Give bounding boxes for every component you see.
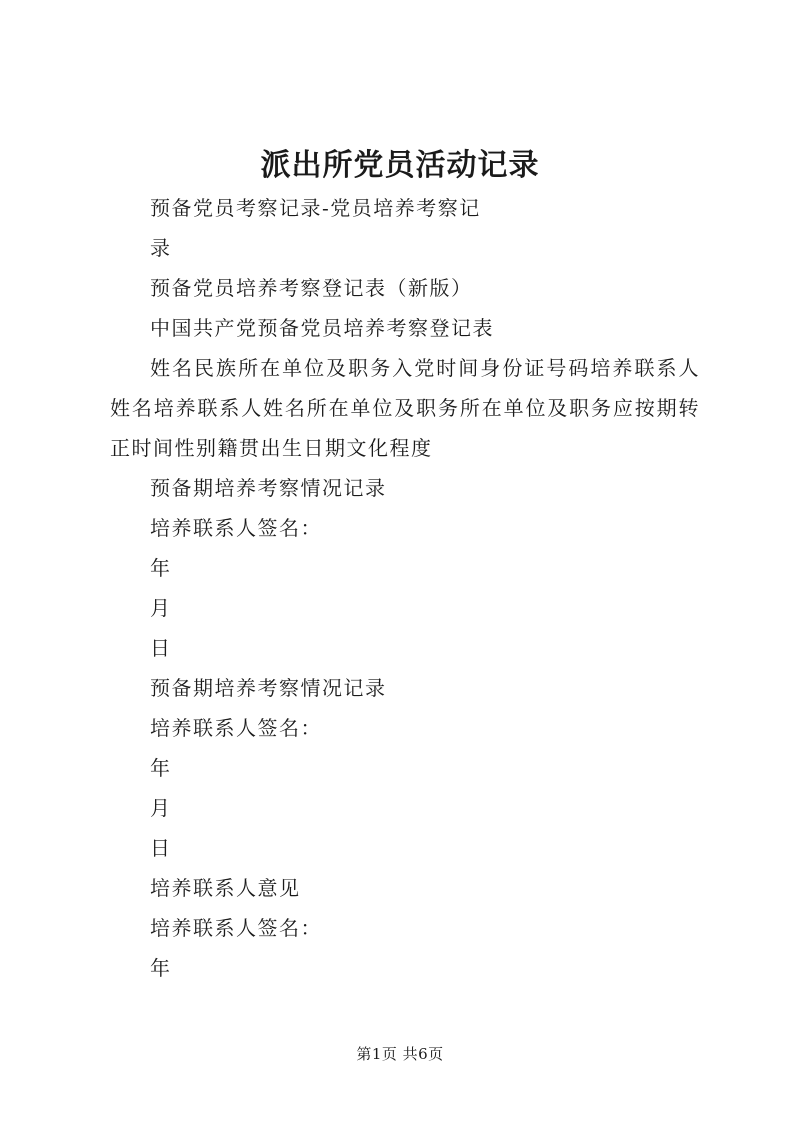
paragraph: 预备党员考察记录-党员培养考察记: [150, 196, 481, 220]
paragraph: 培养联系人意见: [150, 876, 301, 900]
paragraph: 预备期培养考察情况记录: [150, 676, 387, 700]
paragraph: 培养联系人签名：: [150, 916, 322, 940]
paragraph: 年: [150, 756, 172, 780]
paragraph: 年: [150, 556, 172, 580]
document-body: [110, 188, 700, 988]
paragraph: 中国共产党预备党员培养考察登记表: [150, 316, 494, 340]
paragraph: 年: [150, 956, 172, 980]
paragraph: 录: [150, 236, 172, 260]
paragraph: 月: [150, 796, 172, 820]
paragraph: 日: [150, 636, 172, 660]
paragraph: 培养联系人签名：: [150, 716, 322, 740]
paragraph: 姓名民族所在单位及职务入党时间身份证号码培养联系人姓名培养联系人姓名所在单位及职务所在单位及职务应按期转正时间性别籍贯出生日期文化程度: [110, 356, 700, 460]
paragraph: 月: [150, 596, 172, 620]
paragraph: 培养联系人签名：: [150, 516, 322, 540]
paragraph: 预备期培养考察情况记录: [150, 476, 387, 500]
paragraph: 日: [150, 836, 172, 860]
document-title: 派出所党员活动记录: [260, 148, 540, 183]
paragraph: 预备党员培养考察登记表（新版）: [150, 276, 473, 300]
page-footer: 第1页 共6页: [356, 1045, 444, 1063]
